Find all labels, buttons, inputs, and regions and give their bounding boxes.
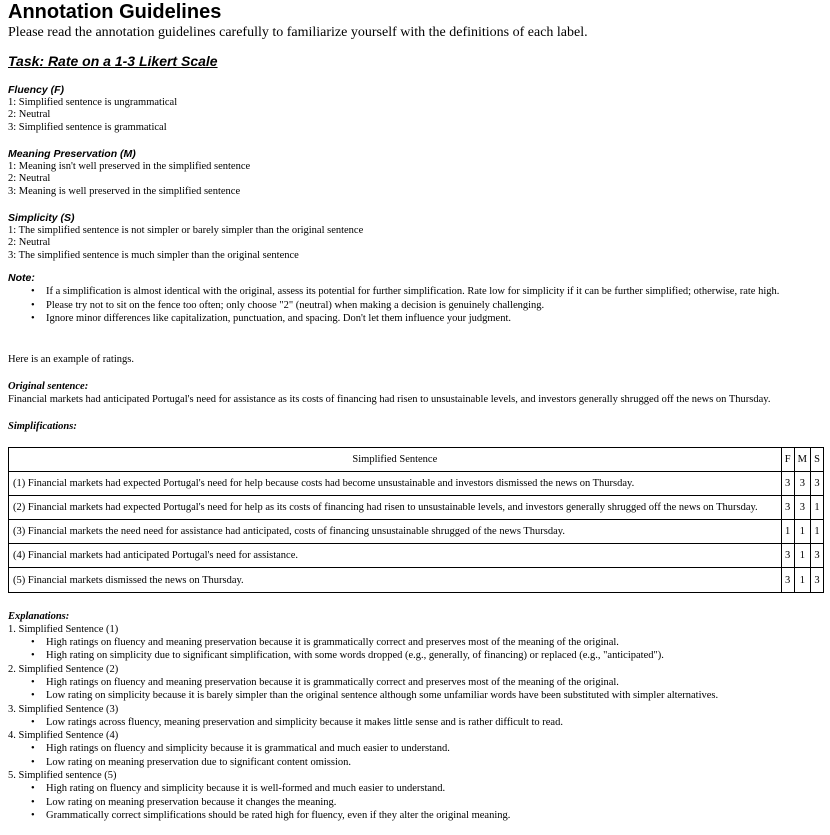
example-intro: Here is an example of ratings.	[8, 353, 134, 365]
explanation-item: • Low rating on meaning preservation due to significant content omission.	[46, 756, 824, 770]
explanation-list	[8, 782, 824, 823]
explanation-group	[8, 663, 824, 703]
criterion-level: 3: Simplified sentence is grammatical	[8, 121, 167, 133]
explanation-group	[8, 769, 824, 823]
criterion-level: 1: The simplified sentence is not simpler or barely simpler than the original sentence	[8, 224, 364, 236]
simplicity-cell: 3	[811, 568, 824, 592]
criterion-fluency	[8, 84, 824, 134]
note-item: • If a simplification is almost identical with the original, assess its potential for further simplification. Rate low for simplicity if it can be further simplified; otherwise, rate high.	[46, 285, 824, 299]
explanation-item: • High rating on fluency and simplicity because it is well-formed and much easier to understand.	[46, 782, 824, 796]
explanation-item: • High ratings on fluency and meaning preservation because it is grammatically correct and preserves most of the meaning of the original.	[46, 636, 824, 650]
criterion-name: Meaning Preservation (M)	[8, 148, 136, 160]
fluency-cell: 3	[781, 544, 794, 568]
fluency-cell: 3	[781, 568, 794, 592]
note-heading: Note:	[8, 272, 35, 284]
criterion-level: 2: Neutral	[8, 109, 51, 120]
explanation-title: 4. Simplified Sentence (4)	[8, 730, 119, 742]
column-header-sentence: Simplified Sentence	[9, 447, 782, 471]
explanation-group	[8, 623, 824, 663]
note-list	[8, 285, 824, 326]
column-header-m: M	[794, 447, 810, 471]
criterion-level: 1: Simplified sentence is ungrammatical	[8, 96, 178, 108]
criterion-level: 1: Meaning isn't well preserved in the simplified sentence	[8, 160, 251, 172]
simplicity-cell: 3	[811, 544, 824, 568]
explanation-list	[8, 676, 824, 703]
criterion-level: 2: Neutral	[8, 237, 51, 248]
meaning-cell: 1	[794, 544, 810, 568]
task-heading: Task: Rate on a 1-3 Likert Scale	[8, 53, 218, 69]
explanation-title: 5. Simplified sentence (5)	[8, 770, 117, 782]
fluency-cell: 3	[781, 495, 794, 519]
intro-text: Please read the annotation guidelines carefully to familiarize yourself with the definitions of each label.	[8, 25, 588, 40]
meaning-cell: 3	[794, 495, 810, 519]
sentence-cell: (4) Financial markets had anticipated Portugal's need for assistance.	[9, 544, 782, 568]
explanation-item: • High ratings on fluency and simplicity because it is grammatical and much easier to understand.	[46, 742, 824, 756]
table-row	[9, 544, 824, 568]
fluency-cell: 1	[781, 520, 794, 544]
simplicity-cell: 3	[811, 471, 824, 495]
explanation-list	[8, 636, 824, 663]
explanation-title: 1. Simplified Sentence (1)	[8, 623, 119, 635]
page-title: Annotation Guidelines	[8, 1, 222, 23]
simplifications-heading: Simplifications:	[8, 420, 77, 432]
explanation-list	[8, 742, 824, 769]
explanation-list	[8, 716, 824, 730]
criterion-simplicity	[8, 212, 824, 262]
sentence-cell: (3) Financial markets the need need for assistance had anticipated, costs of financing unsustainable shrugged of the news Thursday.	[9, 520, 782, 544]
explanation-title: 3. Simplified Sentence (3)	[8, 703, 119, 715]
table-row	[9, 520, 824, 544]
explanation-item: • High ratings on fluency and meaning preservation because it is grammatically correct and preserves most of the meaning of the original.	[46, 676, 824, 690]
ratings-table	[8, 447, 824, 593]
note-item: • Please try not to sit on the fence too often; only choose "2" (neutral) when making a decision is genuinely challenging.	[46, 299, 824, 313]
explanation-item: • Low rating on simplicity because it is barely simpler than the original sentence although some unfamiliar words have been substituted with simpler alternatives.	[46, 689, 824, 703]
sentence-cell: (5) Financial markets dismissed the news on Thursday.	[9, 568, 782, 592]
criterion-level: 3: Meaning is well preserved in the simplified sentence	[8, 185, 241, 197]
note-item: • Ignore minor differences like capitalization, punctuation, and spacing. Don't let them influence your judgment.	[46, 312, 824, 326]
column-header-f: F	[781, 447, 794, 471]
explanation-group	[8, 729, 824, 769]
guidelines-document	[8, 0, 824, 823]
fluency-cell: 3	[781, 471, 794, 495]
table-row	[9, 495, 824, 519]
meaning-cell: 3	[794, 471, 810, 495]
criterion-name: Fluency (F)	[8, 84, 65, 96]
sentence-cell: (1) Financial markets had expected Portugal's need for help because costs had become unsustainable and investors dismissed the news on Thursday.	[9, 471, 782, 495]
table-row	[9, 471, 824, 495]
table-row	[9, 568, 824, 592]
criterion-level: 3: The simplified sentence is much simpler than the original sentence	[8, 249, 299, 261]
original-sentence: Financial markets had anticipated Portugal's need for assistance as its costs of financing had risen to unsustainable levels, and investors generally shrugged off the news on Thursday.	[8, 393, 771, 405]
criterion-name: Simplicity (S)	[8, 212, 75, 224]
criterion-meaning	[8, 148, 824, 198]
table-header-row	[9, 447, 824, 471]
explanations-heading: Explanations:	[8, 610, 70, 622]
meaning-cell: 1	[794, 568, 810, 592]
explanation-item: • High rating on simplicity due to significant simplification, with some words dropped (e.g., generally, of financing) or replaced (e.g., "anticipated").	[46, 649, 824, 663]
criterion-level: 2: Neutral	[8, 173, 51, 184]
explanation-item: • Low rating on meaning preservation because it changes the meaning.	[46, 796, 824, 810]
column-header-s: S	[811, 447, 824, 471]
simplicity-cell: 1	[811, 495, 824, 519]
explanation-item: • Low ratings across fluency, meaning preservation and simplicity because it makes little sense and is rather difficult to read.	[46, 716, 824, 730]
explanation-item: • Grammatically correct simplifications should be rated high for fluency, even if they alter the original meaning.	[46, 809, 824, 823]
simplicity-cell: 1	[811, 520, 824, 544]
explanation-title: 2. Simplified Sentence (2)	[8, 663, 119, 675]
explanation-group	[8, 703, 824, 730]
original-heading: Original sentence:	[8, 380, 89, 392]
sentence-cell: (2) Financial markets had expected Portugal's need for help as its costs of financing had risen to unsustainable levels, and investors generally shrugged off the news on Thursday.	[9, 495, 782, 519]
meaning-cell: 1	[794, 520, 810, 544]
